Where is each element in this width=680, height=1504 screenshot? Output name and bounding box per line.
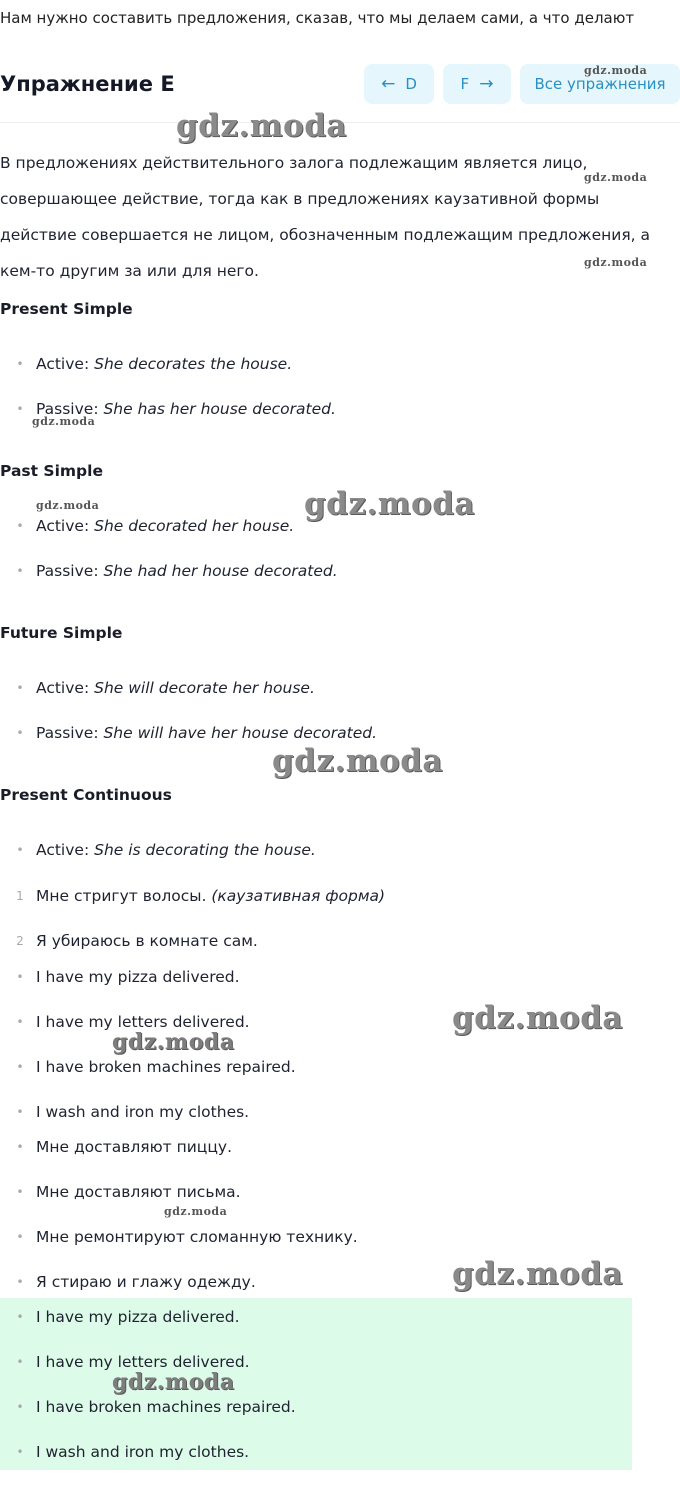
- exercise-header: [0, 64, 680, 108]
- bullet-icon: •: [16, 726, 24, 740]
- arrow-left-icon: ←: [381, 73, 396, 94]
- watermark: gdz.moda: [584, 171, 648, 184]
- section-heading: Present Simple: [0, 300, 133, 318]
- bullet-icon: •: [16, 1060, 24, 1074]
- bullet-icon: •: [16, 1310, 24, 1324]
- bullet-icon: •: [16, 1275, 24, 1289]
- item-example: She had her house decorated.: [103, 562, 338, 580]
- bullet-icon: •: [16, 1355, 24, 1369]
- bullet-icon: •: [16, 1015, 24, 1029]
- item-example: She decorates the house.: [94, 355, 293, 373]
- section-heading: Past Simple: [0, 462, 103, 480]
- item-label: Active:: [36, 679, 95, 697]
- item-text: I wash and iron my clothes.: [36, 1103, 250, 1121]
- section-heading: Present Continuous: [0, 786, 172, 804]
- bullet-icon: •: [16, 1105, 24, 1119]
- bullet-icon: •: [16, 564, 24, 578]
- item-label: Passive:: [36, 400, 104, 418]
- paragraph-line: действие совершается не лицом, обозначенным подлежащим предложения, а: [0, 226, 650, 244]
- item-example: She will have her house decorated.: [103, 724, 378, 742]
- watermark: gdz.moda: [452, 1256, 623, 1292]
- item-text: Я убираюсь в комнате сам.: [36, 932, 258, 950]
- item-label: Active:: [36, 517, 95, 535]
- watermark: gdz.moda: [32, 415, 96, 428]
- item-number: 2: [16, 934, 24, 948]
- watermark: gdz.moda: [452, 1000, 623, 1036]
- item-text: I have my letters delivered.: [36, 1353, 250, 1371]
- watermark: gdz.moda: [164, 1205, 228, 1218]
- item-text: I have my letters delivered.: [36, 1013, 250, 1031]
- bullet-icon: •: [16, 519, 24, 533]
- item-text: Мне ремонтируют сломанную технику.: [36, 1228, 358, 1246]
- bullet-icon: •: [16, 970, 24, 984]
- item-text: Мне доставляют пиццу.: [36, 1138, 232, 1156]
- watermark: gdz.moda: [584, 64, 648, 77]
- item-note: (каузативная форма): [211, 887, 386, 905]
- bullet-icon: •: [16, 1185, 24, 1199]
- item-label: Active:: [36, 355, 95, 373]
- item-example: She is decorating the house.: [94, 841, 316, 859]
- bullet-icon: •: [16, 1230, 24, 1244]
- bullet-icon: •: [16, 1400, 24, 1414]
- item-example: She has her house decorated.: [103, 400, 336, 418]
- watermark: gdz.moda: [304, 486, 475, 522]
- item-label: Passive:: [36, 562, 104, 580]
- item-text: I have my pizza delivered.: [36, 968, 240, 986]
- paragraph-line: В предложениях действительного залога подлежащим является лицо,: [0, 154, 588, 172]
- item-text: Мне доставляют письма.: [36, 1183, 241, 1201]
- item-number: 1: [16, 889, 24, 903]
- bullet-icon: •: [16, 1140, 24, 1154]
- watermark: gdz.moda: [584, 256, 648, 269]
- bullet-icon: •: [16, 402, 24, 416]
- item-text: I have my pizza delivered.: [36, 1308, 240, 1326]
- next-exercise-label: F: [460, 75, 470, 93]
- page-title: Упражнение E: [0, 72, 175, 96]
- arrow-right-icon: →: [479, 73, 494, 94]
- explanation-paragraph: [0, 145, 680, 289]
- item-example: She will decorate her house.: [94, 679, 315, 697]
- watermark: gdz.moda: [176, 108, 347, 144]
- item-text: I have broken machines repaired.: [36, 1398, 296, 1416]
- section-heading: Future Simple: [0, 624, 123, 642]
- item-example: She decorated her house.: [94, 517, 295, 535]
- prev-exercise-label: D: [405, 75, 417, 93]
- paragraph-line: кем-то другим за или для него.: [0, 262, 259, 280]
- watermark: gdz.moda: [36, 499, 100, 512]
- item-text: Мне стригут волосы.: [36, 887, 212, 905]
- watermark: gdz.moda: [112, 1369, 235, 1395]
- bullet-icon: •: [16, 357, 24, 371]
- all-exercises-button[interactable]: Все упражнения: [520, 64, 680, 104]
- intro-text: Нам нужно составить предложения, сказав, что мы делаем сами, а что делают: [0, 9, 635, 27]
- watermark: gdz.moda: [272, 743, 443, 779]
- prev-exercise-button[interactable]: [364, 64, 434, 104]
- item-label: Passive:: [36, 724, 104, 742]
- next-exercise-button[interactable]: [443, 64, 511, 104]
- item-text: I have broken machines repaired.: [36, 1058, 296, 1076]
- item-label: Active:: [36, 841, 95, 859]
- paragraph-line: совершающее действие, тогда как в предложениях каузативной формы: [0, 190, 600, 208]
- item-text: Я стираю и глажу одежду.: [36, 1273, 256, 1291]
- bullet-icon: •: [16, 843, 24, 857]
- watermark: gdz.moda: [112, 1029, 235, 1055]
- item-text: I wash and iron my clothes.: [36, 1443, 250, 1461]
- bullet-icon: •: [16, 681, 24, 695]
- bullet-icon: •: [16, 1445, 24, 1459]
